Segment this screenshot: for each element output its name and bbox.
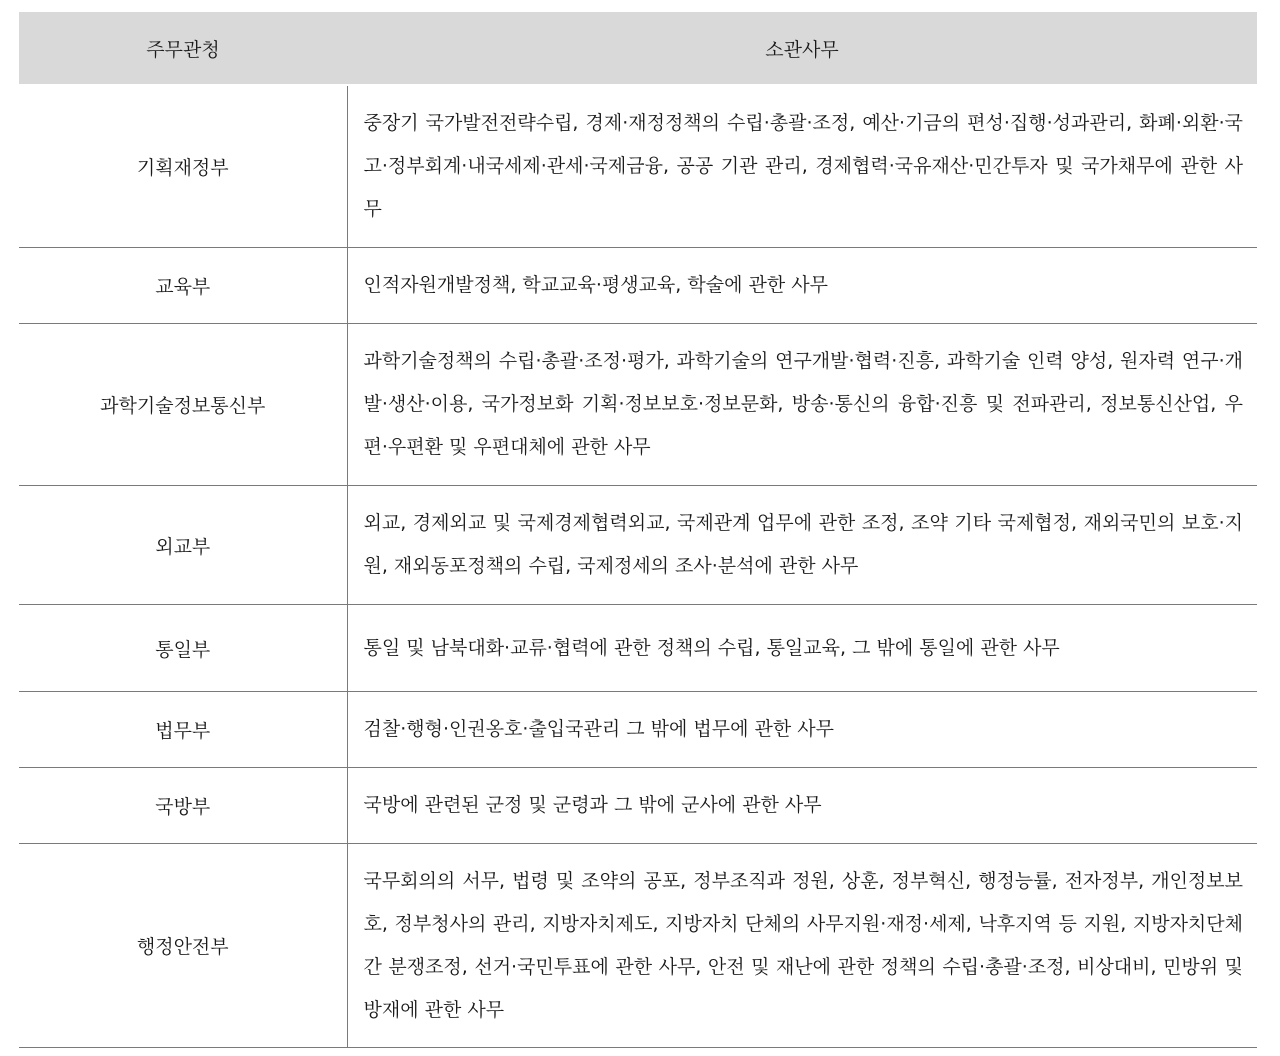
duties-cell: 외교, 경제외교 및 국제경제협력외교, 국제관계 업무에 관한 조정, 조약 기타 국제협정, 재외국민의 보호·지원, 재외동포정책의 수립, 국제정세의 조사·분석에 관한 사무 (347, 486, 1257, 605)
duties-cell: 인적자원개발정책, 학교교육·평생교육, 학술에 관한 사무 (347, 248, 1257, 324)
duties-cell: 국방에 관련된 군정 및 군령과 그 밖에 군사에 관한 사무 (347, 768, 1257, 844)
table-body (19, 85, 1257, 1048)
duties-cell: 중장기 국가발전전략수립, 경제·재정정책의 수립·총괄·조정, 예산·기금의 편성·집행·성과관리, 화폐·외환·국고·정부회계·내국세제·관세·국제금융, 공공 기관 관리, 경제협력·국유재산·민간투자 및 국가채무에 관한 사무 (347, 85, 1257, 248)
ministry-cell: 법무부 (19, 692, 347, 768)
ministry-cell: 행정안전부 (19, 844, 347, 1048)
table-row (19, 844, 1257, 1048)
table-row (19, 605, 1257, 692)
duties-cell: 국무회의의 서무, 법령 및 조약의 공포, 정부조직과 정원, 상훈, 정부혁신, 행정능률, 전자정부, 개인정보보호, 정부청사의 관리, 지방자치제도, 지방자치 단체의 사무지원·재정·세제, 낙후지역 등 지원, 지방자치단체간 분쟁조정, 선거·국민투표에 관한 사무, 안전 및 재난에 관한 정책의 수립·총괄·조정, 비상대비, 민방위 및 방재에 관한 사무 (347, 844, 1257, 1048)
ministry-cell: 교육부 (19, 248, 347, 324)
table-row (19, 692, 1257, 768)
ministry-cell: 외교부 (19, 486, 347, 605)
duties-cell: 검찰·행형·인권옹호·출입국관리 그 밖에 법무에 관한 사무 (347, 692, 1257, 768)
duties-cell: 과학기술정책의 수립·총괄·조정·평가, 과학기술의 연구개발·협력·진흥, 과학기술 인력 양성, 원자력 연구·개발·생산·이용, 국가정보화 기획·정보보호·정보문화, 방송·통신의 융합·진흥 및 전파관리, 정보통신산업, 우편·우편환 및 우편대체에 관한 사무 (347, 324, 1257, 486)
ministry-cell: 기획재정부 (19, 85, 347, 248)
duties-cell: 통일 및 남북대화·교류·협력에 관한 정책의 수립, 통일교육, 그 밖에 통일에 관한 사무 (347, 605, 1257, 692)
table-row (19, 248, 1257, 324)
ministry-cell: 국방부 (19, 768, 347, 844)
header-ministry: 주무관청 (19, 12, 347, 85)
table-row (19, 324, 1257, 486)
ministry-cell: 과학기술정보통신부 (19, 324, 347, 486)
table-row (19, 486, 1257, 605)
ministry-cell: 통일부 (19, 605, 347, 692)
header-row (19, 12, 1257, 85)
table-row (19, 768, 1257, 844)
table-header (19, 12, 1257, 85)
table-row (19, 85, 1257, 248)
header-duties: 소관사무 (347, 12, 1257, 85)
ministry-duties-table-container (19, 12, 1257, 1048)
ministry-duties-table (19, 12, 1257, 1048)
